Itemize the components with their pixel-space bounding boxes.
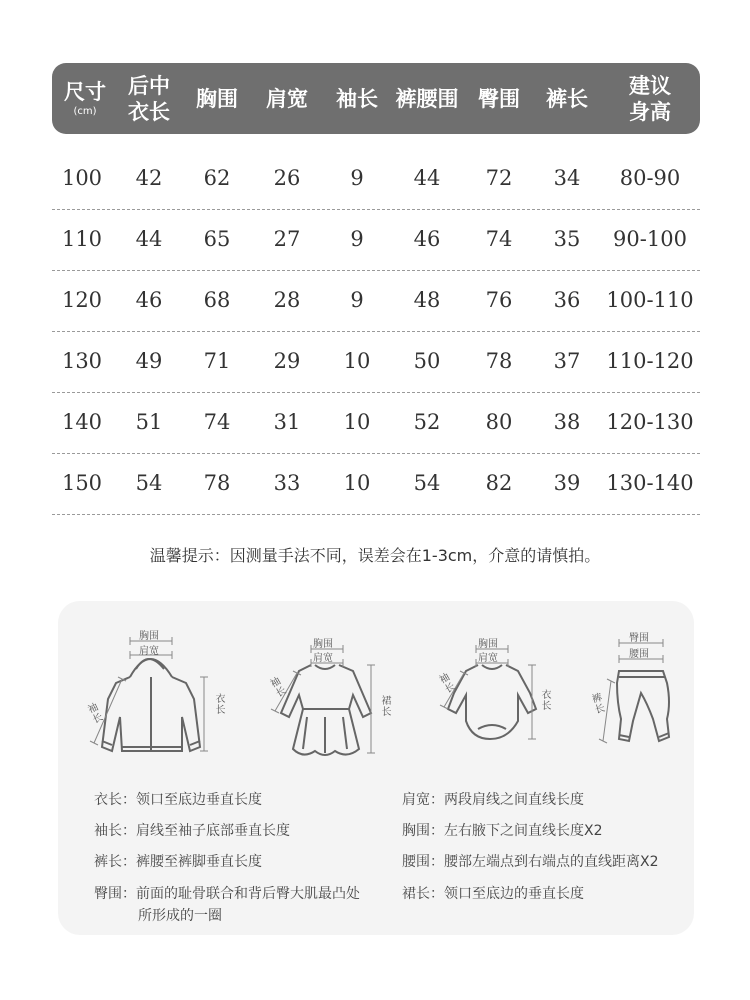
cell-chest: 78 <box>203 471 231 495</box>
romper-diagram <box>428 629 558 779</box>
dress-shoulder-label: 肩宽 <box>313 653 333 664</box>
cell-back-length: 42 <box>135 166 163 190</box>
header-chest <box>186 63 248 134</box>
romper-shoulder-label: 肩宽 <box>478 653 498 664</box>
cell-pants-length: 37 <box>553 349 581 373</box>
table-row <box>52 331 700 393</box>
cell-hip: 74 <box>485 227 513 251</box>
dress-diagram <box>263 629 393 779</box>
header-pants-length <box>536 63 598 134</box>
cell-pants-waist: 54 <box>413 471 441 495</box>
romper-sleeve-label: 袖长 <box>435 671 456 697</box>
jacket-chest-label: 胸围 <box>139 631 159 642</box>
header-shoulder-label: 肩宽 <box>266 86 308 111</box>
cell-sleeve: 10 <box>343 471 371 495</box>
cell-shoulder: 26 <box>273 166 301 190</box>
header-size-label: 尺寸 <box>64 79 106 104</box>
cell-size: 130 <box>61 349 103 373</box>
cell-height: 110-120 <box>606 349 694 373</box>
cell-pants-waist: 52 <box>413 410 441 434</box>
header-hip <box>468 63 530 134</box>
table-row <box>52 148 700 210</box>
cell-size: 120 <box>61 288 103 312</box>
cell-shoulder: 33 <box>273 471 301 495</box>
header-sleeve-label: 袖长 <box>336 86 378 111</box>
cell-chest: 62 <box>203 166 231 190</box>
cell-shoulder: 31 <box>273 410 301 434</box>
pants-waist-label: 腰围 <box>629 649 649 660</box>
cell-shoulder: 28 <box>273 288 301 312</box>
table-row <box>52 270 700 332</box>
cell-hip: 76 <box>485 288 513 312</box>
cell-hip: 82 <box>485 471 513 495</box>
cell-back-length: 51 <box>135 410 163 434</box>
size-table-header <box>52 63 700 134</box>
header-size-unit: (cm) <box>73 105 97 117</box>
jacket-length-label: 衣长 <box>213 693 224 715</box>
dress-chest-label: 胸围 <box>313 639 333 650</box>
pants-length-label: 裤长 <box>588 691 605 717</box>
header-sleeve <box>326 63 388 134</box>
cell-chest: 74 <box>203 410 231 434</box>
measurement-tip: 温馨提示：因测量手法不同，误差会在1-3cm，介意的请慎拍。 <box>149 546 601 565</box>
cell-height: 80-90 <box>619 166 681 190</box>
jacket-diagram <box>78 621 228 771</box>
cell-height: 100-110 <box>606 288 694 312</box>
cell-pants-waist: 48 <box>413 288 441 312</box>
cell-chest: 68 <box>203 288 231 312</box>
dress-length-label: 裙长 <box>379 695 390 717</box>
cell-height: 120-130 <box>606 410 694 434</box>
header-height-line1: 建议 <box>629 73 671 98</box>
cell-pants-length: 34 <box>553 166 581 190</box>
cell-size: 140 <box>61 410 103 434</box>
cell-size: 100 <box>61 166 103 190</box>
cell-height: 130-140 <box>606 471 694 495</box>
header-size <box>54 63 116 134</box>
cell-sleeve: 9 <box>350 227 364 251</box>
header-hip-label: 臀围 <box>478 86 520 111</box>
cell-sleeve: 10 <box>343 410 371 434</box>
header-back-length-line1: 后中 <box>128 73 170 98</box>
cell-pants-length: 35 <box>553 227 581 251</box>
table-row <box>52 209 700 271</box>
cell-pants-length: 38 <box>553 410 581 434</box>
cell-shoulder: 29 <box>273 349 301 373</box>
header-height-line2: 身高 <box>629 99 671 124</box>
cell-shoulder: 27 <box>273 227 301 251</box>
cell-pants-length: 39 <box>553 471 581 495</box>
definition-pants-length: 裤长：裤腰至裤脚垂直长度 <box>94 854 262 870</box>
cell-back-length: 54 <box>135 471 163 495</box>
dress-sleeve-label: 袖长 <box>266 675 287 701</box>
cell-hip: 72 <box>485 166 513 190</box>
header-shoulder <box>256 63 318 134</box>
header-chest-label: 胸围 <box>196 86 238 111</box>
table-row <box>52 453 700 515</box>
definition-sleeve: 袖长：肩线至袖子底部垂直长度 <box>94 823 290 839</box>
header-back-length-line2: 衣长 <box>128 99 170 124</box>
cell-chest: 71 <box>203 349 231 373</box>
cell-hip: 80 <box>485 410 513 434</box>
measurement-guide-panel <box>58 601 694 935</box>
cell-pants-waist: 44 <box>413 166 441 190</box>
header-pants-waist <box>387 63 467 134</box>
definition-shoulder: 肩宽：两段肩线之间直线长度 <box>402 792 584 808</box>
cell-sleeve: 9 <box>350 288 364 312</box>
cell-pants-waist: 46 <box>413 227 441 251</box>
cell-sleeve: 10 <box>343 349 371 373</box>
header-pants-length-label: 裤长 <box>546 86 588 111</box>
pants-diagram <box>583 623 683 773</box>
jacket-shoulder-label: 肩宽 <box>139 646 159 657</box>
header-pants-waist-label: 裤腰围 <box>395 86 459 111</box>
definition-waist: 腰围：腰部左端点到右端点的直线距离X2 <box>402 854 659 870</box>
cell-pants-length: 36 <box>553 288 581 312</box>
definition-hip-continued: 所形成的一圈 <box>138 908 222 924</box>
jacket-sleeve-label: 袖长 <box>83 701 104 727</box>
cell-size: 110 <box>61 227 103 251</box>
definition-chest: 胸围：左右腋下之间直线长度X2 <box>402 823 603 839</box>
cell-back-length: 46 <box>135 288 163 312</box>
definition-hip: 臀围：前面的耻骨联合和背后臀大肌最凸处 <box>94 886 360 902</box>
romper-length-label: 衣长 <box>539 689 550 711</box>
header-height <box>614 63 686 134</box>
table-row <box>52 392 700 454</box>
cell-back-length: 44 <box>135 227 163 251</box>
definition-skirt-length: 裙长：领口至底边的垂直长度 <box>402 886 584 902</box>
cell-sleeve: 9 <box>350 166 364 190</box>
cell-pants-waist: 50 <box>413 349 441 373</box>
header-back-length <box>118 63 180 134</box>
cell-chest: 65 <box>203 227 231 251</box>
romper-chest-label: 胸围 <box>478 639 498 650</box>
pants-hip-label: 臀围 <box>629 633 649 644</box>
cell-hip: 78 <box>485 349 513 373</box>
cell-height: 90-100 <box>613 227 687 251</box>
cell-back-length: 49 <box>135 349 163 373</box>
definition-length: 衣长：领口至底边垂直长度 <box>94 792 262 808</box>
cell-size: 150 <box>61 471 103 495</box>
